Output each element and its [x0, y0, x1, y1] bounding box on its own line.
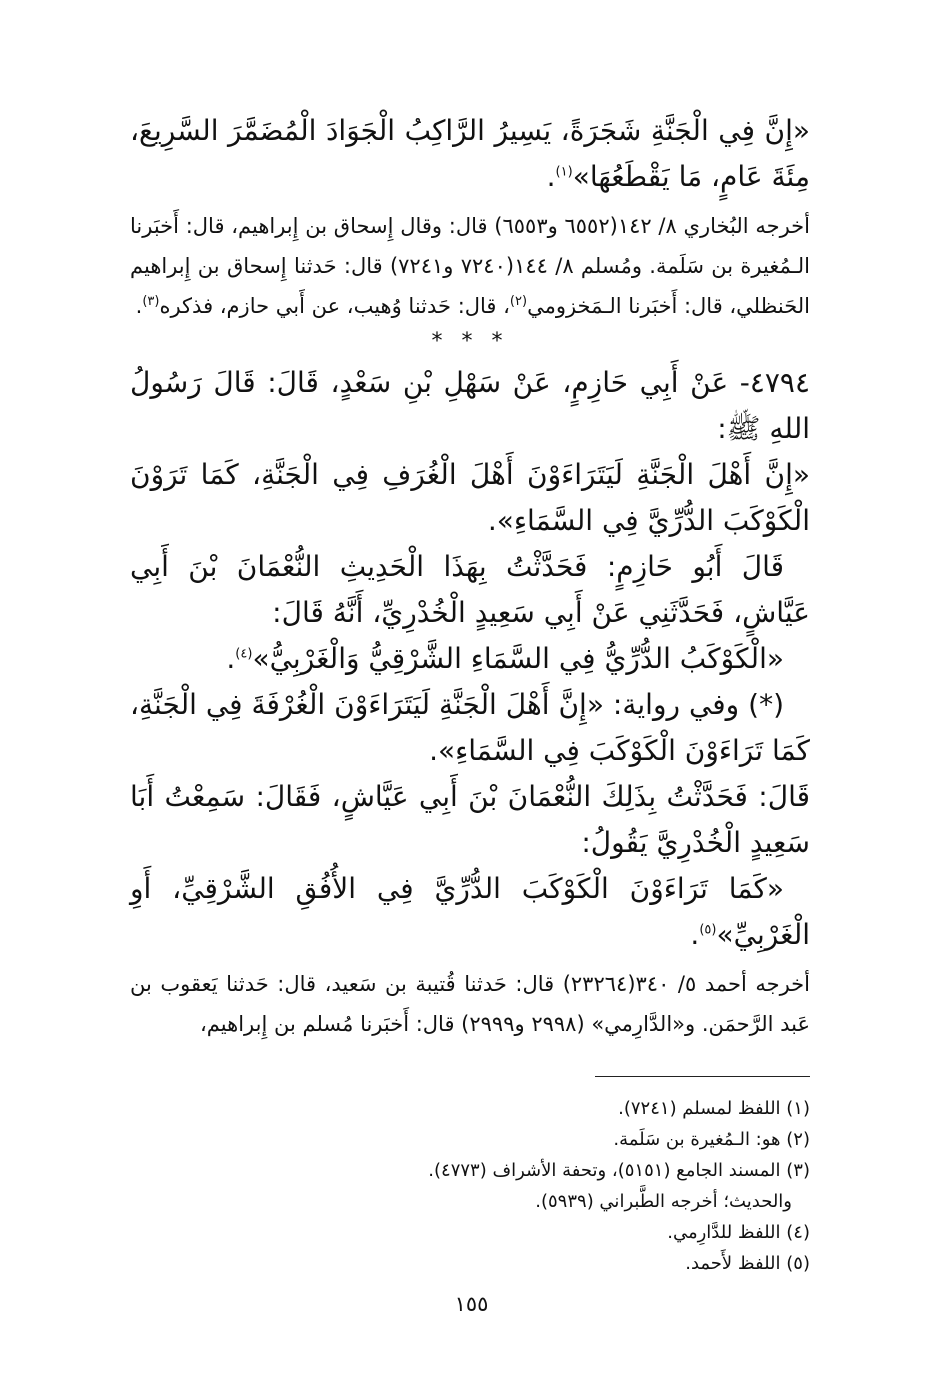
footnotes	[130, 1093, 810, 1279]
footnote-marker[interactable]: (٤)	[235, 646, 253, 662]
hadith-text: «كَمَا تَرَاءَوْنَ الْكَوْكَبَ الدُّرِّيَّ فِي الأُفُقِ الشَّرْقِيِّ، أَوِ الْغَرْبِيِّ»$^{(٥)}$.	[130, 872, 810, 951]
page-number: ١٥٥	[454, 1292, 489, 1316]
hadith-text: «إِنَّ أَهْلَ الْجَنَّةِ لَيَتَرَاءَوْنَ أَهْلَ الْغُرَفِ فِي الْجَنَّةِ، كَمَا تَرَوْنَ الْكَوْكَبَ الدُّرِّيَّ فِي السَّمَاءِ».	[130, 458, 810, 537]
riwaya-text: (*) وفي رواية: «إِنَّ أَهْلَ الْجَنَّةِ لَيَتَرَاءَوْنَ الْغُرْفَةَ فِي الْجَنَّةِ، كَمَا تَرَاءَوْنَ الْكَوْكَبَ فِي السَّمَاءِ».	[130, 688, 810, 767]
footnote-1: (١) اللفظ لمسلم (٧٢٤١).	[618, 1098, 810, 1119]
footnote-marker[interactable]: (٥)	[699, 922, 717, 938]
footnote-3: (٣) المسند الجامع (٥١٥١)، وتحفة الأشراف (٤٧٧٣).	[428, 1160, 810, 1181]
footnote-divider	[595, 1076, 810, 1077]
hadith-text: «الْكَوْكَبُ الدُّرِّيُّ فِي السَّمَاءِ الشَّرْقِيُّ وَالْغَرْبِيُّ»$^{(٤)}$.	[226, 642, 784, 675]
section-separator: * * *	[431, 329, 509, 354]
takhrij-text: أخرجه أحمد ٥/ ٣٤٠(٢٣٢٦٤) قال: حَدثنا قُتيبة بن سَعيد، قال: حَدثنا يَعقوب بن عَبد الرَّحمَن. و«الدَّارِمي» (٢٩٩٨ و٢٩٩٩) قال: أَخبَرنا مُسلم بن إِبراهيم،	[130, 972, 810, 1036]
footnote-4: (٤) اللفظ للدَّارِمي.	[667, 1222, 810, 1243]
footnote-marker[interactable]: (١)	[555, 164, 573, 180]
hadith-text: قَالَ أَبُو حَازِمٍ: فَحَدَّثْتُ بِهَذَا الْحَدِيثِ النُّعْمَانَ بْنَ أَبِي عَيَّاشٍ، فَحَدَّثَنِي عَنْ أَبِي سَعِيدٍ الْخُدْرِيِّ، أَنَّهُ قَالَ:	[130, 550, 810, 629]
footnote-3-continuation: والحديث؛ أخرجه الطَّبراني (٥٩٣٩).	[535, 1191, 792, 1212]
footnote-marker[interactable]: (٣)	[142, 294, 160, 309]
hadith-number-line: ٤٧٩٤- عَنْ أَبِي حَازِمٍ، عَنْ سَهْلِ بْنِ سَعْدٍ، قَالَ: قَالَ رَسُولُ اللهِ ﷺ:	[130, 366, 810, 445]
footnote-marker[interactable]: (٢)	[509, 294, 528, 309]
footnote-5: (٥) اللفظ لأَحمد.	[685, 1253, 810, 1274]
takhrij-text: أخرجه البُخاري ٨/ ١٤٢(٦٥٥٢ و٦٥٥٣) قال: وقال إِسحاق بن إِبراهيم، قال: أَخبَرنا الـمُغيرة بن سَلَمة. ومُسلم ٨/ ١٤٤(٧٢٤٠ و٧٢٤١) قال: حَدثنا إِسحاق بن إِبراهيم الحَنظلي، قال: أَخبَرنا الـمَخزومي$^{(٢)}$، قال: حَدثنا وُهيب، عن أَبي حازم، فذكره$^{(٣)}$.	[130, 214, 810, 318]
hadith-text: «إِنَّ فِي الْجَنَّةِ شَجَرَةً، يَسِيرُ الرَّاكِبُ الْجَوَادَ الْمُضَمَّرَ السَّرِيعَ، مِئَةَ عَامٍ، مَا يَقْطَعُهَا»$^{(١)}$.	[130, 114, 810, 193]
footnote-2: (٢) هو: الـمُغيرة بن سَلَمة.	[613, 1129, 810, 1150]
main-text	[130, 108, 810, 1044]
hadith-text: قَالَ: فَحَدَّثْتُ بِذَلِكَ النُّعْمَانَ بْنَ أَبِي عَيَّاشٍ، فَقَالَ: سَمِعْتُ أَبَا سَعِيدٍ الْخُدْرِيَّ يَقُولُ:	[130, 780, 810, 859]
